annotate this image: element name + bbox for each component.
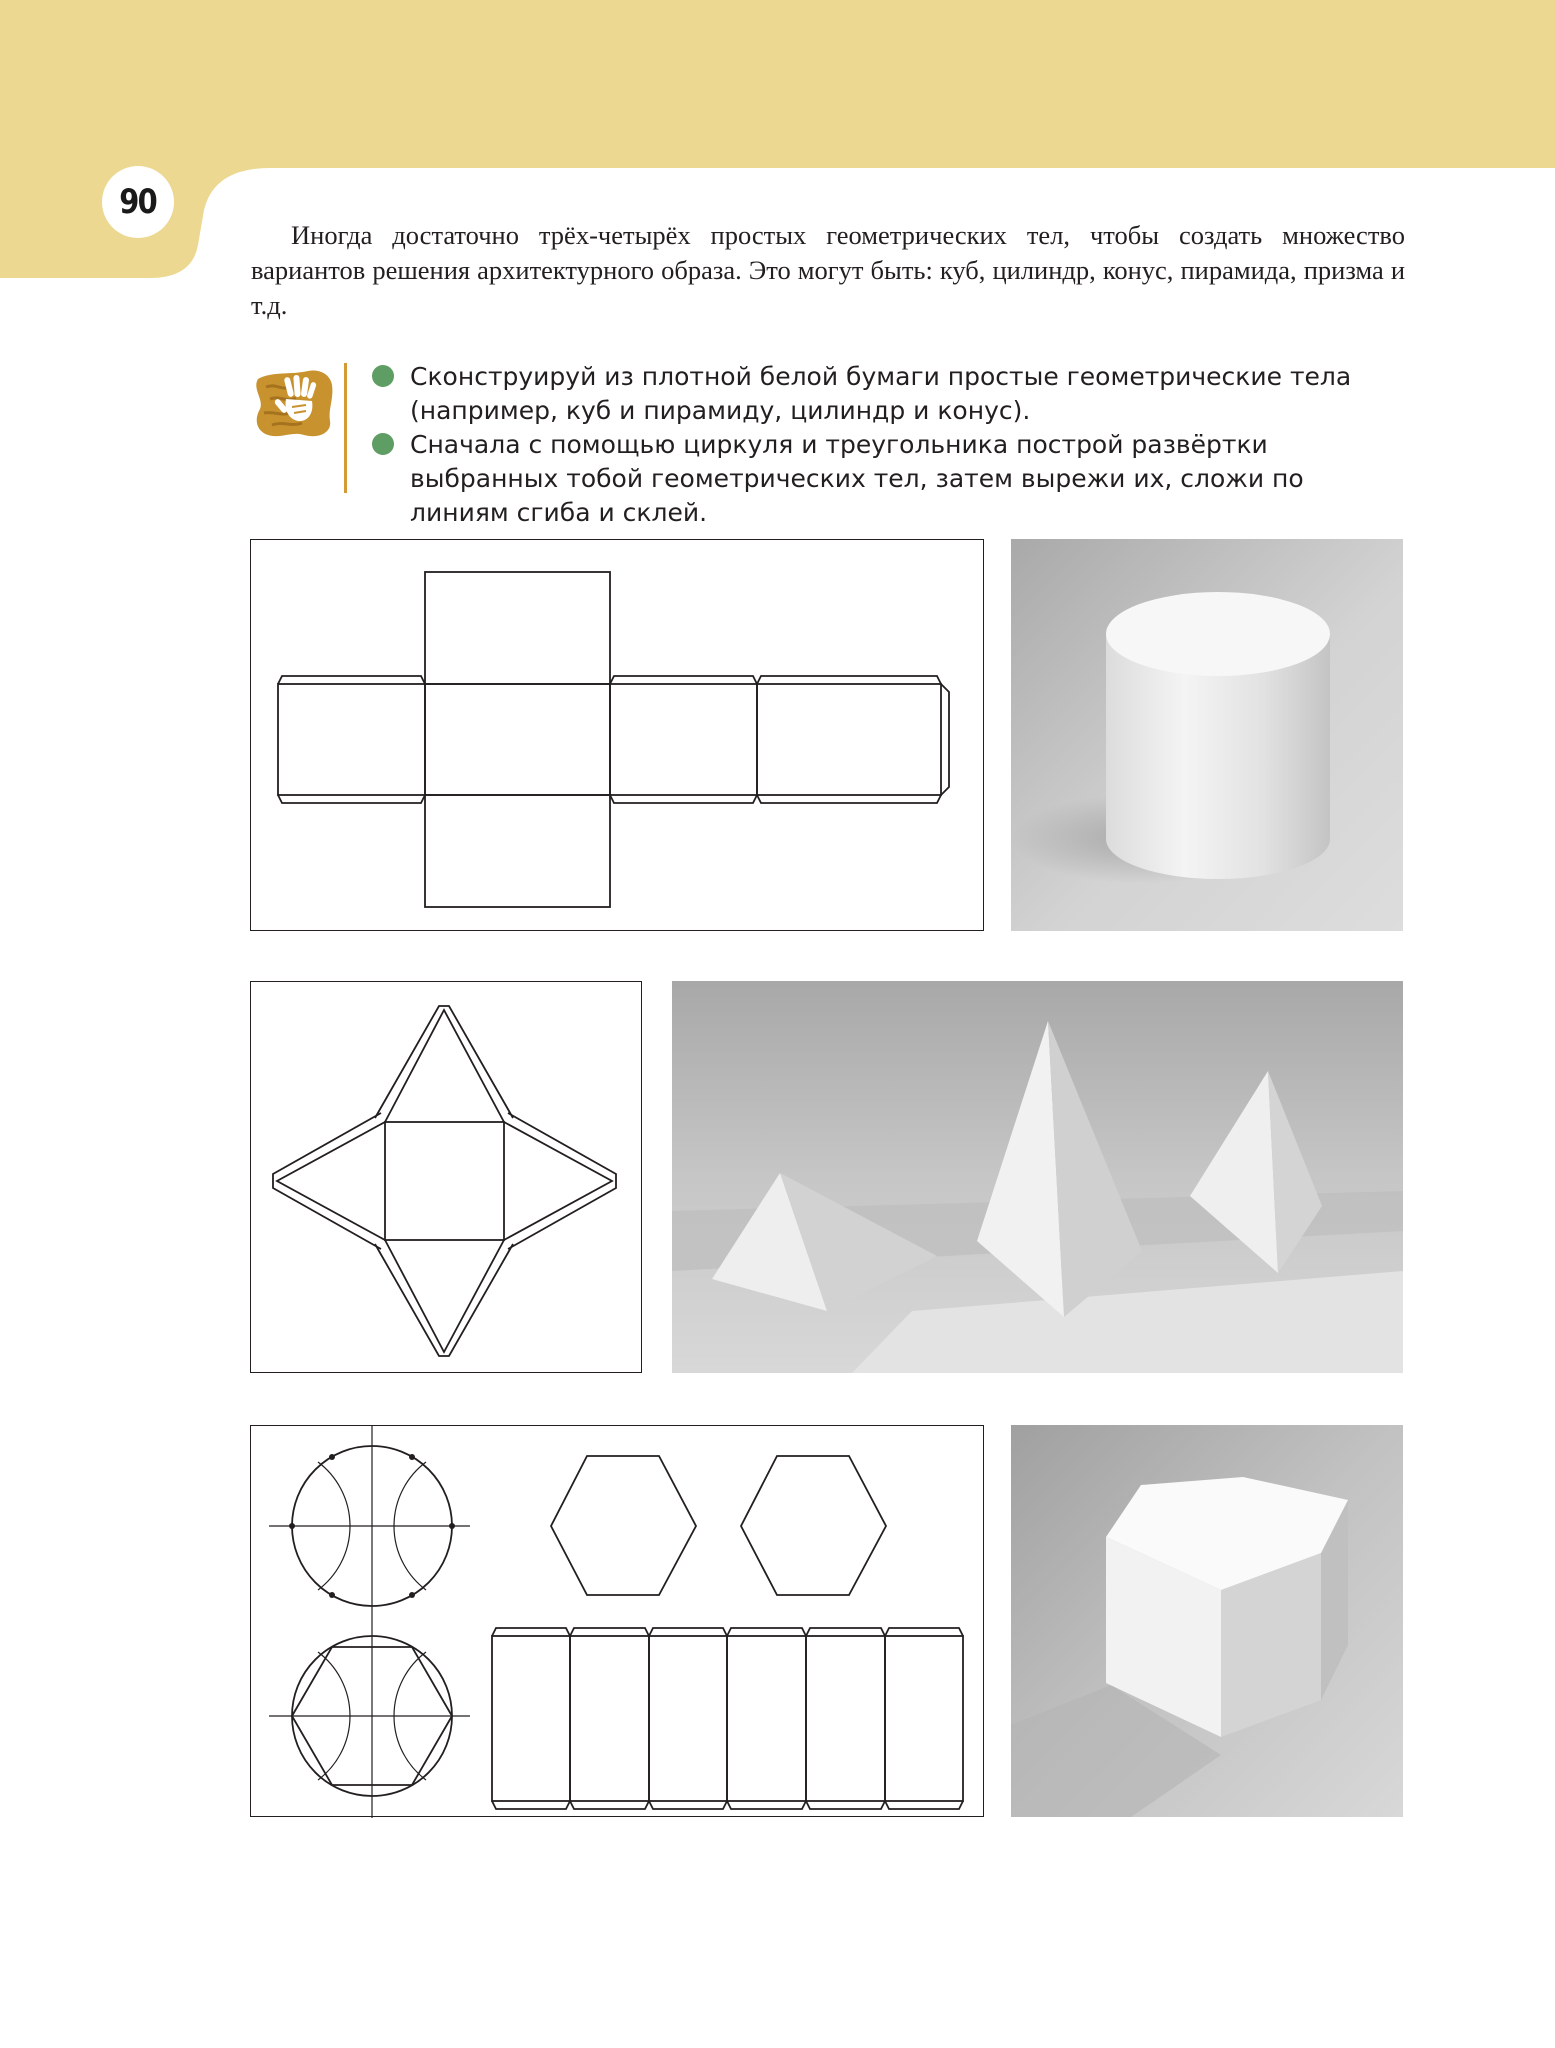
pyramids-photo (672, 981, 1403, 1373)
hand-icon (252, 365, 336, 441)
intro-paragraph: Иногда достаточно трёх-четырёх простых геометрических тел, чтобы создать множество вариантов решения архитектурного образа. Это могут быть: куб, цилиндр, конус, пирамида, призма и т.д. (251, 220, 1405, 320)
task-item (372, 360, 1404, 428)
cylinder-photo (1011, 539, 1403, 931)
task-list (372, 360, 1404, 530)
task-text: Сконструируй из плотной белой бумаги простые геометрические тела (например, куб и пирамиду, цилиндр и конус). (410, 362, 1352, 425)
hexagonal-prism-net-diagram (250, 1425, 984, 1817)
task-item (372, 428, 1404, 530)
page-number: 90 (119, 182, 157, 222)
page-number-badge (102, 166, 174, 238)
task-text: Сначала с помощью циркуля и треугольника построй развёртки выбранных тобой геометрических тел, затем вырежи их, сложи по линиям сгиба и склей. (410, 430, 1304, 527)
hexagonal-prism-photo (1011, 1425, 1403, 1817)
bullet-icon (372, 365, 394, 387)
cube-net-diagram (250, 539, 984, 931)
pyramid-net-diagram (250, 981, 642, 1373)
bullet-icon (372, 433, 394, 455)
task-accent-bar (344, 363, 347, 493)
